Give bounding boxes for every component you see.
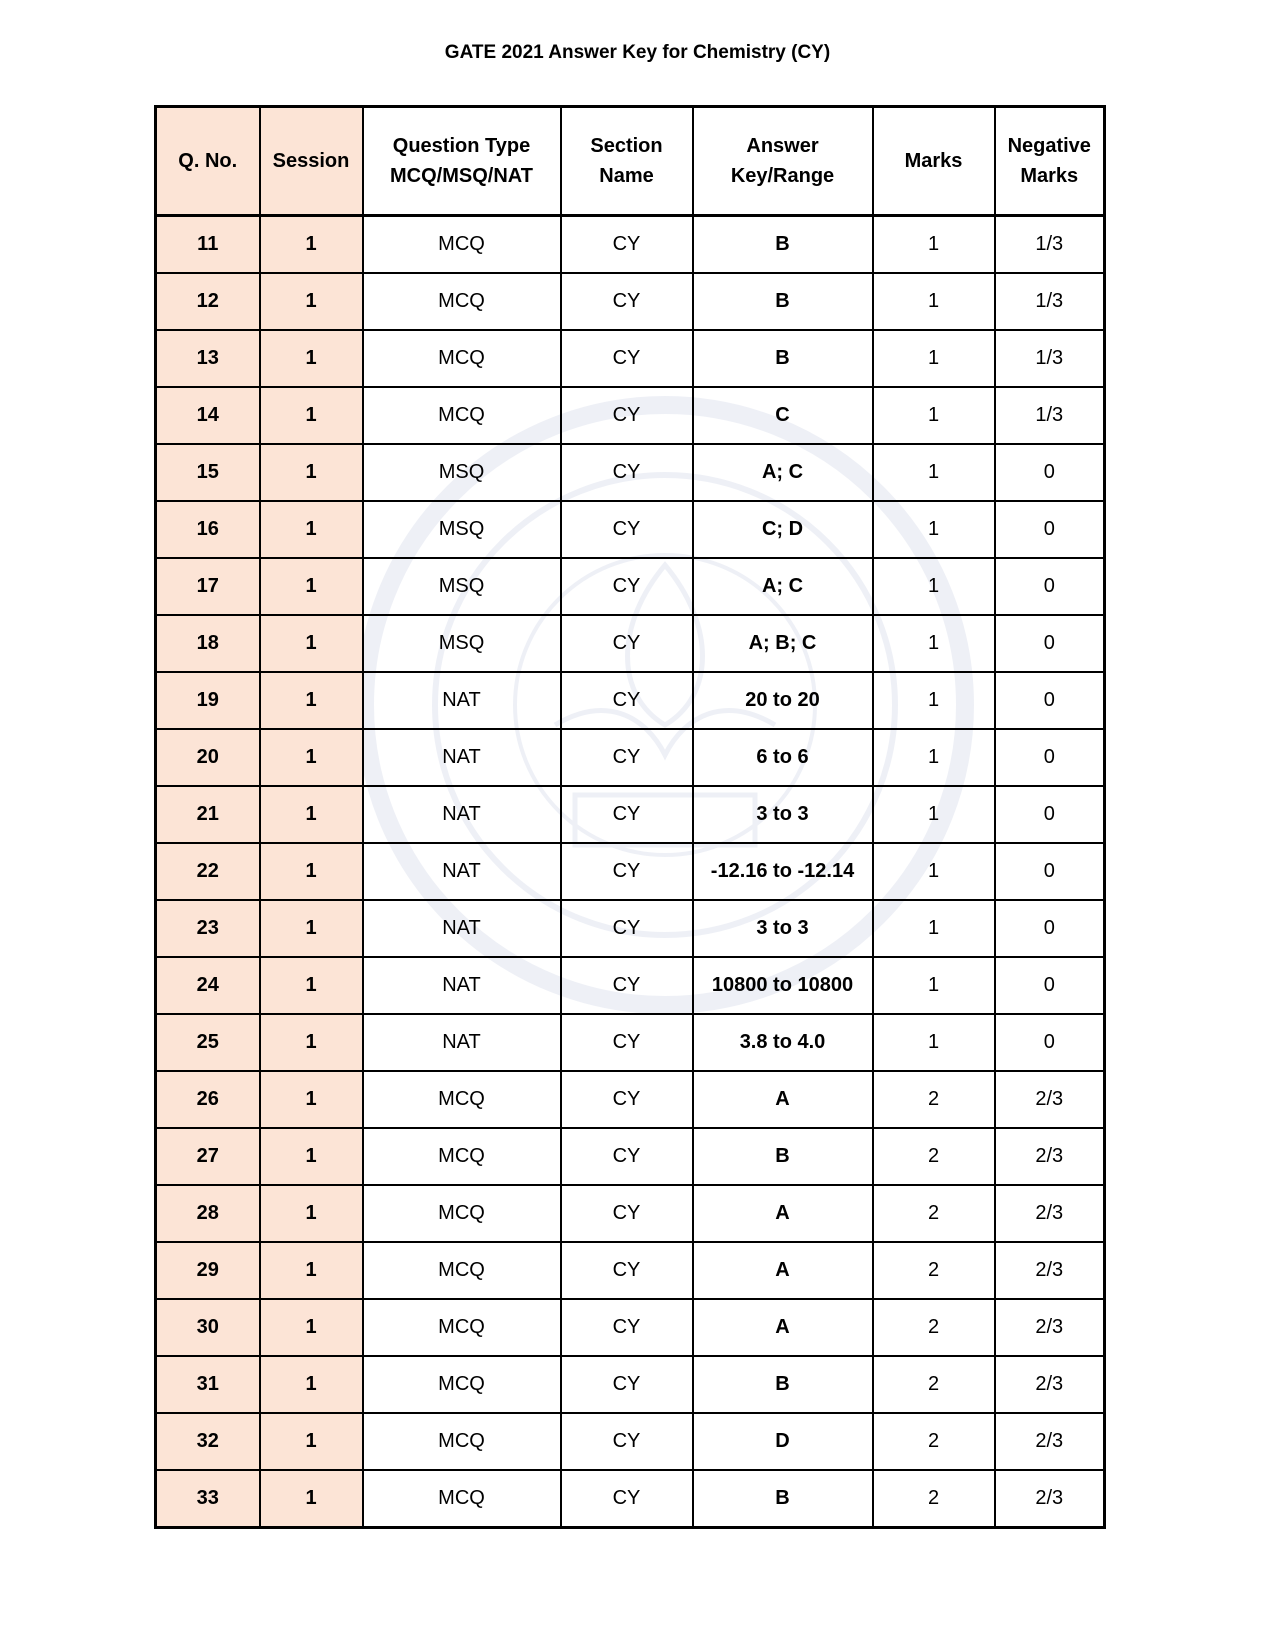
cell-question-type: NAT <box>363 900 561 957</box>
cell-question-type: MCQ <box>363 1356 561 1413</box>
cell-session: 1 <box>260 444 363 501</box>
cell-session: 1 <box>260 1242 363 1299</box>
cell-negative-marks: 0 <box>995 1014 1105 1071</box>
cell-answer-key: A <box>693 1242 873 1299</box>
cell-qno: 21 <box>156 786 260 843</box>
header-section-name: Section Name <box>561 107 693 216</box>
cell-section-name: CY <box>561 786 693 843</box>
cell-session: 1 <box>260 957 363 1014</box>
cell-qno: 26 <box>156 1071 260 1128</box>
cell-question-type: NAT <box>363 843 561 900</box>
header-question-type: Question Type MCQ/MSQ/NAT <box>363 107 561 216</box>
cell-answer-key: -12.16 to -12.14 <box>693 843 873 900</box>
cell-question-type: MCQ <box>363 387 561 444</box>
cell-answer-key: 3 to 3 <box>693 786 873 843</box>
cell-session: 1 <box>260 1128 363 1185</box>
page-title: GATE 2021 Answer Key for Chemistry (CY) <box>444 42 831 63</box>
cell-session: 1 <box>260 273 363 330</box>
cell-marks: 1 <box>873 387 995 444</box>
cell-question-type: NAT <box>363 786 561 843</box>
cell-answer-key: A; C <box>693 444 873 501</box>
cell-qno: 20 <box>156 729 260 786</box>
cell-answer-key: 6 to 6 <box>693 729 873 786</box>
cell-session: 1 <box>260 501 363 558</box>
cell-marks: 2 <box>873 1470 995 1528</box>
header-session: Session <box>260 107 363 216</box>
cell-section-name: CY <box>561 558 693 615</box>
cell-qno: 15 <box>156 444 260 501</box>
cell-marks: 1 <box>873 330 995 387</box>
cell-marks: 1 <box>873 957 995 1014</box>
cell-section-name: CY <box>561 729 693 786</box>
answer-key-table <box>154 105 1106 1529</box>
cell-session: 1 <box>260 1299 363 1356</box>
cell-session: 1 <box>260 1185 363 1242</box>
cell-answer-key: B <box>693 330 873 387</box>
cell-session: 1 <box>260 1356 363 1413</box>
table-row <box>156 615 1105 672</box>
table-row <box>156 330 1105 387</box>
cell-answer-key: A <box>693 1071 873 1128</box>
cell-question-type: MCQ <box>363 1299 561 1356</box>
cell-qno: 17 <box>156 558 260 615</box>
cell-marks: 1 <box>873 615 995 672</box>
cell-section-name: CY <box>561 1356 693 1413</box>
cell-negative-marks: 0 <box>995 900 1105 957</box>
table-row <box>156 444 1105 501</box>
table-row <box>156 1470 1105 1528</box>
cell-marks: 2 <box>873 1242 995 1299</box>
cell-marks: 1 <box>873 729 995 786</box>
header-negative-marks: Negative Marks <box>995 107 1105 216</box>
cell-negative-marks: 0 <box>995 672 1105 729</box>
cell-question-type: MCQ <box>363 1470 561 1528</box>
cell-qno: 18 <box>156 615 260 672</box>
cell-section-name: CY <box>561 501 693 558</box>
cell-answer-key: B <box>693 1128 873 1185</box>
cell-marks: 2 <box>873 1185 995 1242</box>
cell-session: 1 <box>260 1014 363 1071</box>
cell-negative-marks: 0 <box>995 729 1105 786</box>
cell-question-type: NAT <box>363 672 561 729</box>
cell-section-name: CY <box>561 1299 693 1356</box>
cell-negative-marks: 2/3 <box>995 1299 1105 1356</box>
cell-negative-marks: 0 <box>995 843 1105 900</box>
header-marks: Marks <box>873 107 995 216</box>
table-row <box>156 273 1105 330</box>
cell-qno: 25 <box>156 1014 260 1071</box>
table-row <box>156 501 1105 558</box>
cell-session: 1 <box>260 330 363 387</box>
cell-marks: 1 <box>873 444 995 501</box>
cell-session: 1 <box>260 615 363 672</box>
cell-negative-marks: 1/3 <box>995 216 1105 274</box>
table-row <box>156 1071 1105 1128</box>
cell-section-name: CY <box>561 1071 693 1128</box>
table-row <box>156 957 1105 1014</box>
cell-negative-marks: 0 <box>995 501 1105 558</box>
cell-section-name: CY <box>561 1242 693 1299</box>
table-row <box>156 843 1105 900</box>
cell-qno: 23 <box>156 900 260 957</box>
cell-section-name: CY <box>561 1185 693 1242</box>
table-row <box>156 558 1105 615</box>
cell-session: 1 <box>260 786 363 843</box>
cell-negative-marks: 0 <box>995 615 1105 672</box>
cell-question-type: MCQ <box>363 1128 561 1185</box>
cell-qno: 22 <box>156 843 260 900</box>
cell-section-name: CY <box>561 843 693 900</box>
cell-qno: 30 <box>156 1299 260 1356</box>
cell-answer-key: 10800 to 10800 <box>693 957 873 1014</box>
cell-section-name: CY <box>561 957 693 1014</box>
cell-negative-marks: 1/3 <box>995 273 1105 330</box>
cell-session: 1 <box>260 729 363 786</box>
cell-answer-key: 20 to 20 <box>693 672 873 729</box>
table-row <box>156 387 1105 444</box>
cell-marks: 1 <box>873 216 995 274</box>
cell-session: 1 <box>260 900 363 957</box>
cell-negative-marks: 2/3 <box>995 1128 1105 1185</box>
table-row <box>156 216 1105 274</box>
cell-negative-marks: 1/3 <box>995 387 1105 444</box>
cell-section-name: CY <box>561 444 693 501</box>
table-header-row <box>156 107 1105 216</box>
cell-marks: 2 <box>873 1128 995 1185</box>
header-qno: Q. No. <box>156 107 260 216</box>
cell-question-type: MCQ <box>363 330 561 387</box>
cell-marks: 2 <box>873 1299 995 1356</box>
table-row <box>156 900 1105 957</box>
cell-session: 1 <box>260 216 363 274</box>
cell-question-type: MSQ <box>363 558 561 615</box>
cell-answer-key: C <box>693 387 873 444</box>
cell-negative-marks: 2/3 <box>995 1071 1105 1128</box>
cell-marks: 1 <box>873 501 995 558</box>
cell-answer-key: A; B; C <box>693 615 873 672</box>
cell-answer-key: A; C <box>693 558 873 615</box>
cell-negative-marks: 0 <box>995 786 1105 843</box>
cell-negative-marks: 2/3 <box>995 1356 1105 1413</box>
cell-qno: 14 <box>156 387 260 444</box>
cell-marks: 1 <box>873 843 995 900</box>
table-row <box>156 672 1105 729</box>
cell-section-name: CY <box>561 615 693 672</box>
cell-marks: 1 <box>873 558 995 615</box>
cell-session: 1 <box>260 1470 363 1528</box>
cell-qno: 33 <box>156 1470 260 1528</box>
table-row <box>156 1014 1105 1071</box>
cell-question-type: MCQ <box>363 1242 561 1299</box>
cell-qno: 28 <box>156 1185 260 1242</box>
cell-answer-key: A <box>693 1299 873 1356</box>
cell-marks: 2 <box>873 1356 995 1413</box>
cell-question-type: MCQ <box>363 1185 561 1242</box>
table-row <box>156 1413 1105 1470</box>
cell-section-name: CY <box>561 1014 693 1071</box>
cell-answer-key: 3.8 to 4.0 <box>693 1014 873 1071</box>
cell-question-type: NAT <box>363 957 561 1014</box>
cell-session: 1 <box>260 672 363 729</box>
cell-question-type: MCQ <box>363 273 561 330</box>
cell-answer-key: D <box>693 1413 873 1470</box>
table-row <box>156 729 1105 786</box>
cell-marks: 1 <box>873 1014 995 1071</box>
cell-answer-key: B <box>693 1470 873 1528</box>
table-row <box>156 1128 1105 1185</box>
cell-session: 1 <box>260 1071 363 1128</box>
cell-section-name: CY <box>561 900 693 957</box>
cell-marks: 1 <box>873 273 995 330</box>
cell-section-name: CY <box>561 1413 693 1470</box>
table-row <box>156 1299 1105 1356</box>
cell-section-name: CY <box>561 330 693 387</box>
cell-negative-marks: 1/3 <box>995 330 1105 387</box>
cell-section-name: CY <box>561 273 693 330</box>
cell-negative-marks: 2/3 <box>995 1413 1105 1470</box>
cell-section-name: CY <box>561 672 693 729</box>
cell-qno: 13 <box>156 330 260 387</box>
table-row <box>156 1242 1105 1299</box>
cell-question-type: MSQ <box>363 501 561 558</box>
cell-qno: 16 <box>156 501 260 558</box>
cell-answer-key: 3 to 3 <box>693 900 873 957</box>
cell-qno: 19 <box>156 672 260 729</box>
cell-qno: 27 <box>156 1128 260 1185</box>
cell-answer-key: B <box>693 1356 873 1413</box>
cell-section-name: CY <box>561 1128 693 1185</box>
cell-session: 1 <box>260 843 363 900</box>
cell-question-type: NAT <box>363 729 561 786</box>
cell-marks: 1 <box>873 786 995 843</box>
cell-question-type: MCQ <box>363 1071 561 1128</box>
cell-section-name: CY <box>561 216 693 274</box>
cell-answer-key: B <box>693 273 873 330</box>
cell-negative-marks: 0 <box>995 444 1105 501</box>
cell-session: 1 <box>260 558 363 615</box>
cell-question-type: MSQ <box>363 444 561 501</box>
cell-session: 1 <box>260 387 363 444</box>
cell-qno: 12 <box>156 273 260 330</box>
cell-negative-marks: 0 <box>995 558 1105 615</box>
cell-negative-marks: 2/3 <box>995 1242 1105 1299</box>
cell-negative-marks: 2/3 <box>995 1470 1105 1528</box>
cell-section-name: CY <box>561 387 693 444</box>
cell-marks: 1 <box>873 672 995 729</box>
cell-session: 1 <box>260 1413 363 1470</box>
header-answer-key: Answer Key/Range <box>693 107 873 216</box>
cell-answer-key: A <box>693 1185 873 1242</box>
cell-qno: 11 <box>156 216 260 274</box>
cell-negative-marks: 2/3 <box>995 1185 1105 1242</box>
table-row <box>156 786 1105 843</box>
cell-marks: 2 <box>873 1071 995 1128</box>
cell-answer-key: B <box>693 216 873 274</box>
cell-section-name: CY <box>561 1470 693 1528</box>
cell-qno: 29 <box>156 1242 260 1299</box>
cell-marks: 2 <box>873 1413 995 1470</box>
cell-question-type: MCQ <box>363 1413 561 1470</box>
table-row <box>156 1356 1105 1413</box>
cell-question-type: MCQ <box>363 216 561 274</box>
cell-marks: 1 <box>873 900 995 957</box>
table-row <box>156 1185 1105 1242</box>
cell-qno: 32 <box>156 1413 260 1470</box>
cell-question-type: NAT <box>363 1014 561 1071</box>
cell-qno: 24 <box>156 957 260 1014</box>
cell-negative-marks: 0 <box>995 957 1105 1014</box>
cell-question-type: MSQ <box>363 615 561 672</box>
cell-qno: 31 <box>156 1356 260 1413</box>
cell-answer-key: C; D <box>693 501 873 558</box>
